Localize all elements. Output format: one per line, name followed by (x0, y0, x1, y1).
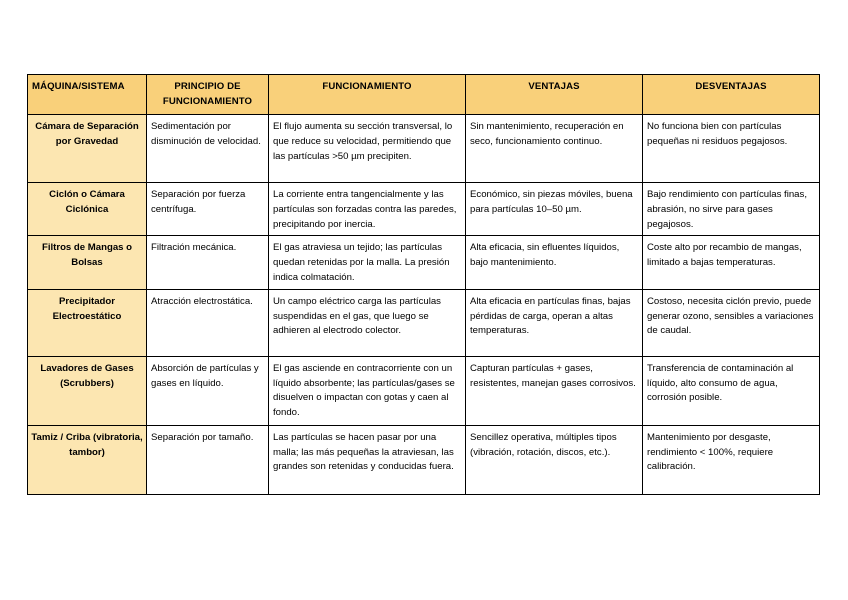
principle-cell: Sedimentación por disminución de velocidad. (147, 115, 269, 183)
machine-cell: Tamiz / Criba (vibratoria, tambor) (28, 425, 147, 494)
advantages-cell: Alta eficacia, sin efluentes líquidos, bajo mantenimiento. (466, 236, 643, 289)
table-header-row (28, 75, 820, 115)
principle-cell: Separación por tamaño. (147, 425, 269, 494)
advantages-cell: Sin mantenimiento, recuperación en seco, funcionamiento continuo. (466, 115, 643, 183)
machine-cell: Cámara de Separación por Gravedad (28, 115, 147, 183)
table-row (28, 356, 820, 425)
machine-cell: Lavadores de Gases (Scrubbers) (28, 356, 147, 425)
advantages-cell: Sencillez operativa, múltiples tipos (vibración, rotación, discos, etc.). (466, 425, 643, 494)
operation-cell: El gas atraviesa un tejido; las partículas quedan retenidas por la malla. La presión indica colmatación. (269, 236, 466, 289)
table-row (28, 115, 820, 183)
operation-cell: Un campo eléctrico carga las partículas suspendidas en el gas, que luego se adhieren al electrodo colector. (269, 289, 466, 356)
advantages-cell: Alta eficacia en partículas finas, bajas pérdidas de carga, operan a altas temperaturas. (466, 289, 643, 356)
advantages-cell: Económico, sin piezas móviles, buena para partículas 10–50 µm. (466, 183, 643, 236)
operation-cell: El gas asciende en contracorriente con un líquido absorbente; las partículas/gases se disuelven o impactan con gotas y caen al fondo. (269, 356, 466, 425)
machine-cell: Ciclón o Cámara Ciclónica (28, 183, 147, 236)
disadvantages-cell: Bajo rendimiento con partículas finas, abrasión, no sirve para gases pegajosos. (643, 183, 820, 236)
disadvantages-cell: No funciona bien con partículas pequeñas ni residuos pegajosos. (643, 115, 820, 183)
disadvantages-cell: Transferencia de contaminación al líquido, alto consumo de agua, corrosión posible. (643, 356, 820, 425)
operation-cell: La corriente entra tangencialmente y las partículas son forzadas contra las paredes, precipitando por inercia. (269, 183, 466, 236)
comparison-table (27, 74, 820, 495)
operation-cell: Las partículas se hacen pasar por una malla; las más pequeñas la atraviesan, las grandes son retenidas y conducidas fuera. (269, 425, 466, 494)
advantages-cell: Capturan partículas + gases, resistentes, manejan gases corrosivos. (466, 356, 643, 425)
principle-cell: Atracción electrostática. (147, 289, 269, 356)
principle-cell: Absorción de partículas y gases en líquido. (147, 356, 269, 425)
disadvantages-cell: Mantenimiento por desgaste, rendimiento < 100%, requiere calibración. (643, 425, 820, 494)
header-operation: FUNCIONAMIENTO (269, 75, 466, 115)
disadvantages-cell: Coste alto por recambio de mangas, limitado a bajas temperaturas. (643, 236, 820, 289)
header-disadvantages: DESVENTAJAS (643, 75, 820, 115)
principle-cell: Separación por fuerza centrífuga. (147, 183, 269, 236)
disadvantages-cell: Costoso, necesita ciclón previo, puede generar ozono, sensibles a variaciones de caudal. (643, 289, 820, 356)
table-row (28, 289, 820, 356)
header-advantages: VENTAJAS (466, 75, 643, 115)
table-row (28, 236, 820, 289)
machine-cell: Filtros de Mangas o Bolsas (28, 236, 147, 289)
machine-cell: Precipitador Electroestático (28, 289, 147, 356)
header-principle: PRINCIPIO DE FUNCIONAMIENTO (147, 75, 269, 115)
operation-cell: El flujo aumenta su sección transversal, lo que reduce su velocidad, permitiendo que las partículas >50 µm precipiten. (269, 115, 466, 183)
table-row (28, 183, 820, 236)
table-row (28, 425, 820, 494)
header-machine: MÁQUINA/SISTEMA (28, 75, 147, 115)
principle-cell: Filtración mecánica. (147, 236, 269, 289)
